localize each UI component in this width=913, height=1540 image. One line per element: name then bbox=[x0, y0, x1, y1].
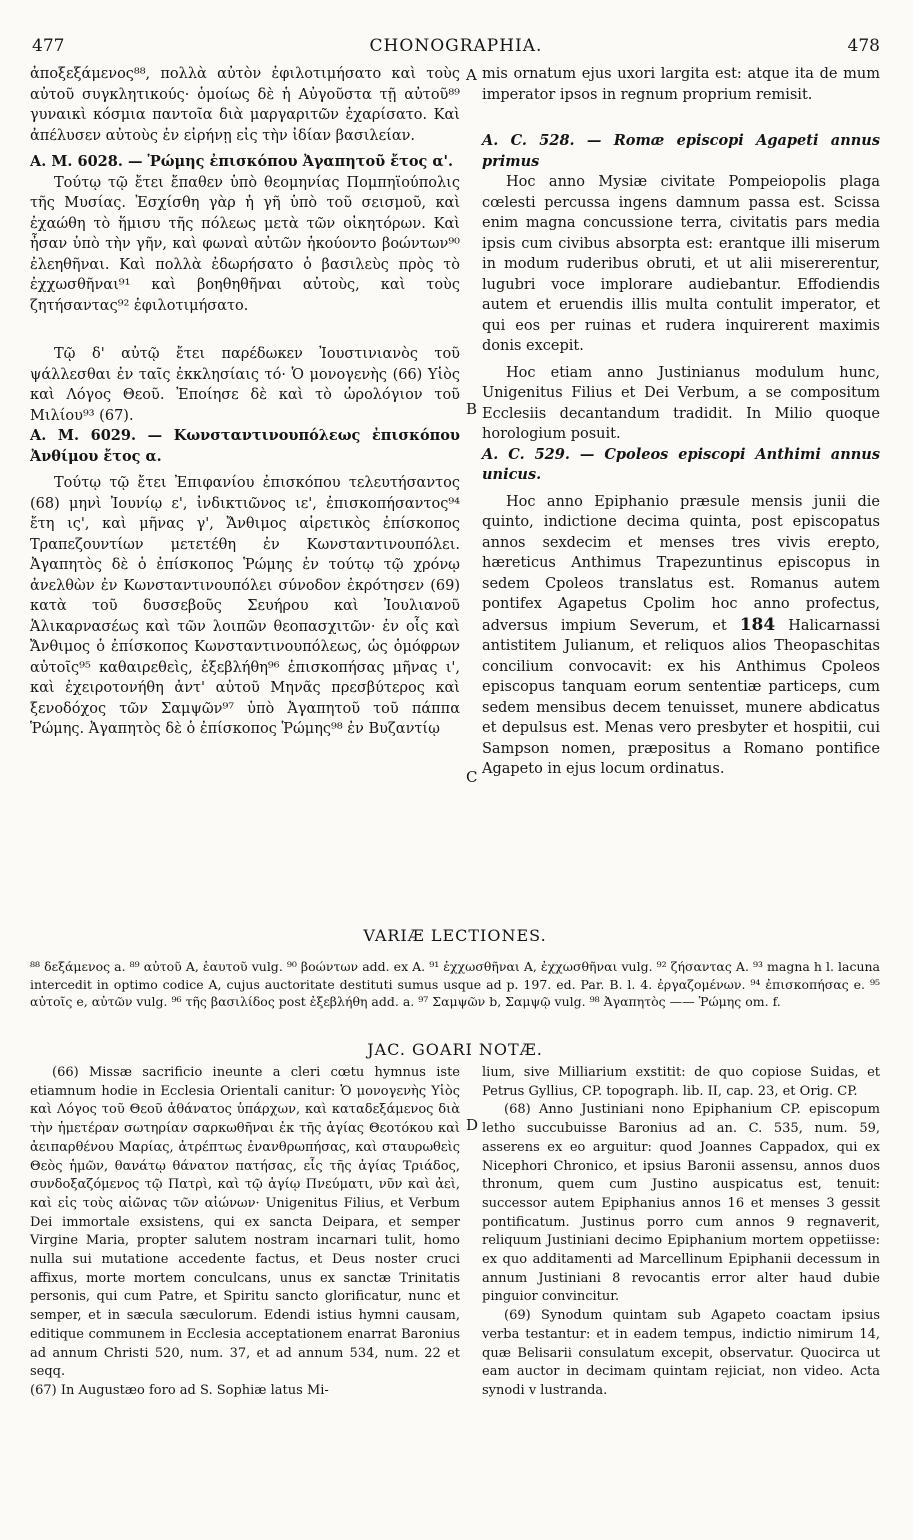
running-header bbox=[32, 36, 880, 58]
note-67-continued: lium, sive Milliarium exstitit: de quo copiose Suidas, et Petrus Gyllius, CP. topograph. lib. II, cap. 23, et Orig. CP. bbox=[482, 1065, 880, 1099]
page-number-right: 478 bbox=[847, 36, 880, 56]
greek-paragraph-1: ἀποξεξάμενος⁸⁸, πολλὰ αὐτὸν ἐφιλοτιμήσατο καὶ τοὺς αὐτοῦ συγκλητικούς· ὁμοίως δὲ ἡ Αὐγοῦστα τῇ αὐτοῦ⁸⁹ γυναικὶ κόσμια παντοῖα διὰ μαργαριτῶν ἐχαρίσατο. Καὶ ἀπέλυσεν αὐτοὺς ἐν εἰρήνῃ εἰς τὴν ἰδίαν βασιλείαν. bbox=[30, 66, 460, 144]
latin-paragraph-3: Hoc etiam anno Justinianus modulum hunc, Unigenitus Filius et Dei Verbum, a se compositum Ecclesiis decantandum tradidit. In Milio quoque horologium posuit. bbox=[482, 364, 880, 442]
greek-paragraph-3: Τῷ δ' αὐτῷ ἔτει παρέδωκεν Ἰουστινιανὸς τοῦ ψάλλεσθαι ἐν ταῖς ἐκκλησίαις τό· Ὁ μονογενὴς (66) Υἱὸς καὶ Λόγος Θεοῦ. Ἐποίησε δὲ καὶ τὸ ὡρολόγιον τοῦ Μιλίου⁹³ (67). bbox=[30, 346, 460, 424]
latin-column bbox=[482, 64, 880, 780]
variae-lectiones-text: ⁸⁸ δεξάμενος a. ⁸⁹ αὐτοῦ A, ἑαυτοῦ vulg. ⁹⁰ βοώντων add. ex A. ⁹¹ ἐχχωσθῆναι A, ἐχχωσθῆναι vulg. ⁹² ζήσαντας A. ⁹³ magna h l. lacuna intercedit in optimo codice A, cujus auctoritate destituti sumus usque ad p. 197. ed. Par. B. l. 4. ἐργαζομένων. ⁹⁴ ἐπισκοπήσας e. ⁹⁵ αὐτοῖς e, αὐτῶν vulg. ⁹⁶ τῆς βασιλίδος post ἐξεβλήθη add. a. ⁹⁷ Σαμψῶν b, Σαμψῷ vulg. ⁹⁸ Ἀγαπητὸς —— Ῥώμης om. f. bbox=[30, 959, 880, 1009]
margin-letter-b: B bbox=[466, 400, 478, 418]
note-67: (67) In Augustæo foro ad S. Sophiæ latus Mi- bbox=[30, 1382, 329, 1398]
edition-page-number: 184 bbox=[739, 614, 776, 635]
margin-letter-c: C bbox=[466, 768, 478, 786]
latin-paragraph-4-part-2: Halicarnassi antistitem Julianum, et reliquos alios Theopaschitas concilium convocavit: ex his Anthimus Cpoleos episcopus tanquam eorum sententiæ particeps, cum sedem mensibus decem tenuisset, munere abdicatus et depulsus est. Menas vero presbyter et hospitii, cui Sampson nomen, præpositus a Romano pontifice Agapeto in ejus locum ordinatus. bbox=[482, 617, 880, 777]
page-number-left: 477 bbox=[32, 36, 65, 56]
latin-paragraph-4-part-1: Hoc anno Epiphanio præsule mensis junii die quinto, indictione decima quinta, post episcopatus annos sexdecim et menses tres vivis erepto, hæreticus Anthimus Trapezuntinus episcopus in sedem Cpoleos translatus est. Romanus autem pontifex Agapetus Cpolim hoc anno profectus, adversus impium Severum, et bbox=[482, 493, 880, 634]
notae-title: JAC. GOARI NOTÆ. bbox=[367, 1040, 543, 1059]
latin-year-heading-529: A. C. 529. — Cpoleos episcopi Anthimi annus unicus. bbox=[482, 445, 880, 483]
latin-paragraph-2: Hoc anno Mysiæ civitate Pompeiopolis plaga cœlesti percussa ingens damnum passa est. Scissa enim magna concussione terra, civitatis pars media ipsis cum civibus absorpta est: erantque illi miserum in modum ruderibus obruti, et ut alii misererentur, lugubri voce implorare audiebantur. Effodiendis autem et eruendis illis multa contulit imperator, et qui eos per ruinas et rudera inquirerent maximis donis excepit. bbox=[482, 174, 880, 354]
latin-year-heading-528: A. C. 528. — Romæ episcopi Agapeti annus primus bbox=[482, 132, 880, 170]
margin-letter-d: D bbox=[466, 1116, 479, 1134]
margin-letter-a: A bbox=[466, 66, 477, 84]
note-66: (66) Missæ sacrificio ineunte a cleri cœtu hymnus iste etiamnum hodie in Ecclesia Orientali canitur: Ὁ μονογενὴς Υἱὸς καὶ Λόγος τοῦ Θεοῦ ἀθάνατος ὑπάρχων, καὶ καταδεξάμενος διὰ τὴν ἡμετέραν σωτηρίαν σαρκωθῆναι ἐκ τῆς ἁγίας Θεοτόκου καὶ ἀειπαρθένου Μαρίας, ἀτρέπτως ἐνανθρωπήσας, καὶ σταυρωθεὶς Θεὸς ἡμῶν, θανάτῳ θάνατον πατήσας, εἷς τῆς ἁγίας Τριάδος, συνδοξαζόμενος τῷ Πατρὶ, καὶ τῷ ἁγίῳ Πνεύματι, νῦν καὶ ἀεὶ, καὶ εἰς τοὺς αἰῶνας τῶν αἰώνων· Unigenitus Filius, et Verbum Dei immortale exsistens, qui ex sancta Deipara, et semper Virgine Maria, propter salutem nostram incarnari tulit, homo nulla sui mutatione accedente factus, et Deus noster cruci affixus, morte mortem conculcans, unus ex sanctæ Trinitatis personis, qui cum Patre, et Spiritu sancto glorificatur, nunc et semper, et in sæcula sæculorum. Edendi istius hymni causam, editique communem in Ecclesia acceptationem enarrat Baronius ad annum Christi 520, num. 37, et ad annum 534, num. 22 et seqq. bbox=[30, 1065, 460, 1380]
latin-paragraph-1: mis ornatum ejus uxori largita est: atque ita de mum imperator ipsos in regnum proprium remisit. bbox=[482, 66, 880, 103]
greek-year-heading-6028: A. M. 6028. — Ῥώμης ἐπισκόπου Ἀγαπητοῦ ἔτος α'. bbox=[30, 153, 454, 170]
greek-paragraph-4: Τούτῳ τῷ ἔτει Ἐπιφανίου ἐπισκόπου τελευτήσαντος (68) μηνὶ Ἰουνίῳ ε', ἰνδικτιῶνος ιε', ἐπισκοπήσαντος⁹⁴ ἔτη ις', καὶ μῆνας γ', Ἄνθιμος αἱρετικὸς ἐπίσκοπος Τραπεζουντίων μετετέθη ἐν Κωνσταντινουπόλει. Ἀγαπητὸς δὲ ὁ ἐπίσκοπος Ῥώμης ἐν τούτῳ τῷ χρόνῳ ἀνελθὼν ἐν Κωνσταντινουπόλει σύνοδον ἐκρότησεν (69) κατὰ τοῦ δυσσεβοῦς Σευήρου καὶ Ἰουλιανοῦ Ἁλικαρνασέως καὶ τῶν λοιπῶν θεοπασχιτῶν· ἐν οἷς καὶ Ἄνθιμος ὁ ἐπίσκοπος Κωνσταντινουπόλεως, ὡς ὁμόφρων αὐτοῖς⁹⁵ καθαιρεθεὶς, ἐξεβλήθη⁹⁶ ἐπισκοπήσας μῆνας ι', καὶ ἐχειροτονήθη ἀντ' αὐτοῦ Μηνᾶς πρεσβύτερος καὶ ξενοδόχος τῶν Σαμψῶν⁹⁷ ὑπὸ Ἀγαπητοῦ τοῦ πάππα Ῥώμης. Ἀγαπητὸς δὲ ὁ ἐπίσκοπος Ῥώμης⁹⁸ ἐν Βυζαντίῳ bbox=[30, 475, 460, 737]
variae-lectiones-title: VARIÆ LECTIONES. bbox=[363, 926, 547, 945]
running-title: CHONOGRAPHIA. bbox=[369, 36, 543, 56]
note-69: (69) Synodum quintam sub Agapeto coactam ipsius verba testantur: et in eadem tempus, indictio nimirum 14, quæ Belisarii consulatum excepit, observatur. Quocirca ut eam auctor in decimam quintam rejiciat, non video. Acta synodi v lustranda. bbox=[482, 1308, 880, 1398]
greek-paragraph-2: Τούτῳ τῷ ἔτει ἔπαθεν ὑπὸ θεομηνίας Πομπηϊούπολις τῆς Μυσίας. Ἐσχίσθη γὰρ ἡ γῆ ὑπὸ τοῦ σεισμοῦ, καὶ ἐχαώθη τὸ ἥμισυ τῆς πόλεως μετὰ τῶν οἰκητόρων. Καὶ ἦσαν ὑπὸ τὴν γῆν, καὶ φωναὶ αὐτῶν ἠκούοντο βοώντων⁹⁰ ἐλεηθῆναι. Καὶ πολλὰ ἐδωρήσατο ὁ βασιλεὺς πρὸς τὸ ἐχχωσθῆναι⁹¹ καὶ βοηθηθῆναι αὐτοὺς, καὶ τοὺς ζητήσαντας⁹² ἐφιλοτιμήσατο. bbox=[30, 174, 460, 314]
greek-year-heading-6029: A. M. 6029. — Κωνσταντινουπόλεως ἐπισκόπου Ἀνθίμου ἔτος α. bbox=[30, 427, 460, 465]
note-68: (68) Anno Justiniani nono Epiphanium CP. episcopum letho succubuisse Baronius ad an. C. 535, num. 59, asserens ex eo arguitur: quod Joannes Cappadox, qui ex Nicephori Chronico, et ipsius Baronii assensu, annos duos thronum, quem cum Justino auspicatus est, tenuit: successor autem Epiphanius annos 16 et menses 3 gessit pontificatum. Justinus porro cum annos 9 regnaverit, reliquum Justiniani decimo Epiphanium mortem oppetiisse: ex quo additamenti ad Marcellinum Epiphanii decessum in annum Justiniani 8 revocantis error alter haud dubie pinguior convincitur. bbox=[482, 1102, 880, 1305]
latin-paragraph-4 bbox=[482, 492, 880, 780]
notes-left-column bbox=[30, 1064, 460, 1401]
notes-right-column bbox=[482, 1064, 880, 1401]
greek-column bbox=[30, 64, 460, 740]
